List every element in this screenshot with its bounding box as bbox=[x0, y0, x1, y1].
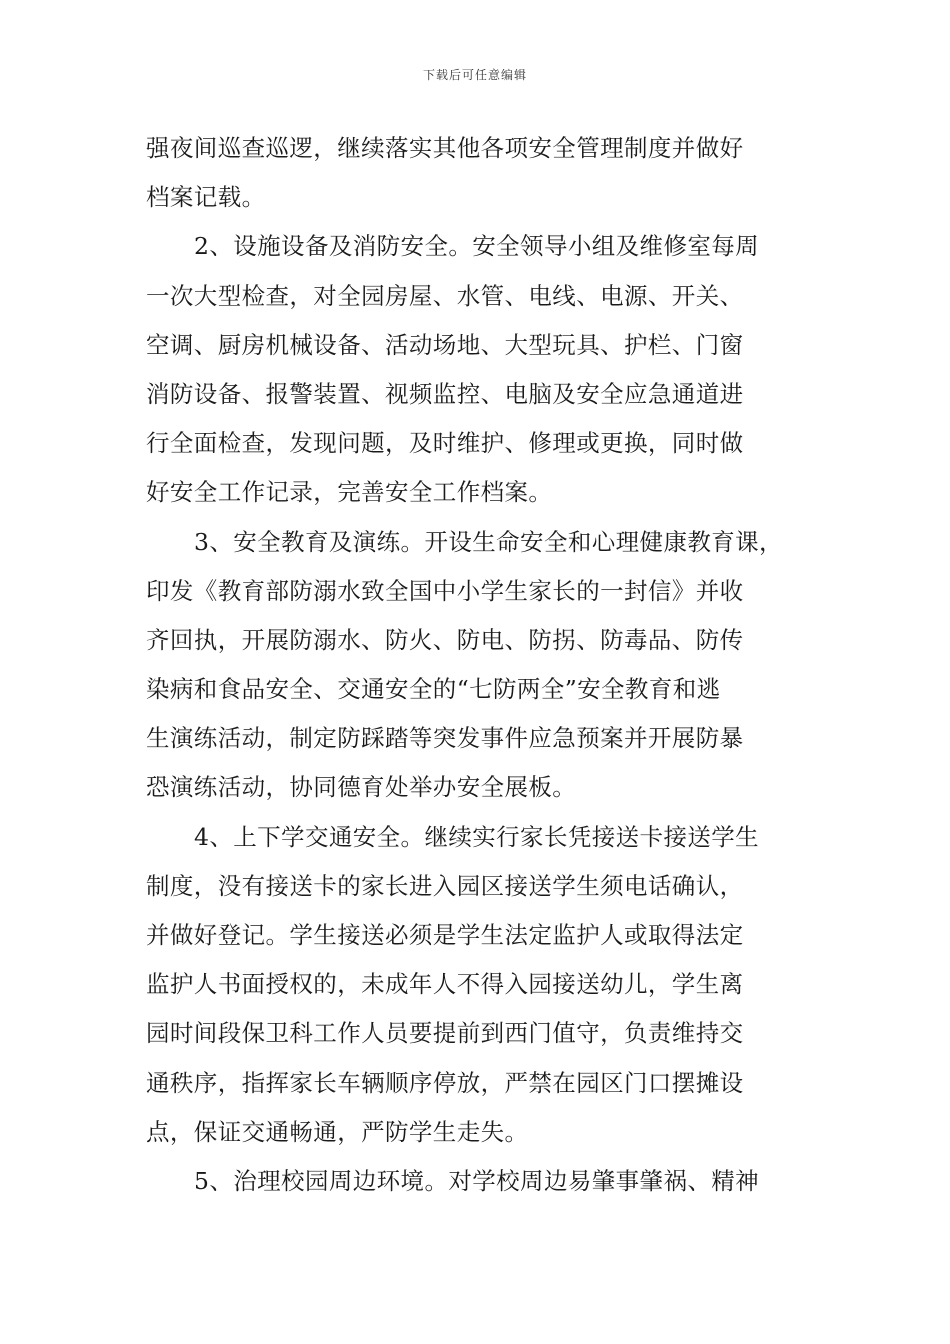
document-body bbox=[146, 124, 811, 1206]
page-header: 下载后可任意编辑 bbox=[422, 68, 527, 82]
text-line: 好安全工作记录，完善安全工作档案。 bbox=[146, 478, 553, 507]
text-line: 通秩序，指挥家长车辆顺序停放，严禁在园区门口摆摊设 bbox=[146, 1068, 744, 1097]
text-line: 一次大型检查，对全园房屋、水管、电线、电源、开关、 bbox=[146, 281, 744, 310]
text-line: 行全面检查，发现问题，及时维护、修理或更换，同时做 bbox=[146, 429, 744, 458]
text-line: 齐回执，开展防溺水、防火、防电、防拐、防毒品、防传 bbox=[146, 625, 744, 654]
text-line: 档案记载。 bbox=[146, 183, 266, 212]
text-line: 监护人书面授权的，未成年人不得入园接送幼儿，学生离 bbox=[146, 970, 744, 999]
text-line: 染病和食品安全、交通安全的“七防两全”安全教育和逃 bbox=[146, 675, 721, 704]
text-line: 制度，没有接送卡的家长进入园区接送学生须电话确认， bbox=[146, 871, 744, 900]
paragraph-start-line: 3、安全教育及演练。开设生命安全和心理健康教育课， bbox=[194, 527, 783, 556]
text-line: 恐演练活动，协同德育处举办安全展板。 bbox=[146, 773, 577, 802]
text-line: 并做好登记。学生接送必须是学生法定监护人或取得法定 bbox=[146, 921, 744, 949]
text-line: 印发《教育部防溺水致全国中小学生家长的一封信》并收 bbox=[146, 576, 744, 605]
text-line: 空调、厨房机械设备、活动场地、大型玩具、护栏、门窗 bbox=[146, 330, 744, 359]
text-line: 消防设备、报警装置、视频监控、电脑及安全应急通道进 bbox=[146, 379, 744, 408]
text-line: 生演练活动，制定防踩踏等突发事件应急预案并开展防暴 bbox=[146, 724, 744, 753]
text-line: 园时间段保卫科工作人员要提前到西门值守，负责维持交 bbox=[146, 1019, 744, 1048]
paragraph-start-line: 4、上下学交通安全。继续实行家长凭接送卡接送学生 bbox=[194, 822, 760, 851]
paragraph-start-line: 2、设施设备及消防安全。安全领导小组及维修室每周 bbox=[194, 232, 760, 261]
text-line: 强夜间巡查巡逻，继续落实其他各项安全管理制度并做好 bbox=[146, 134, 744, 162]
paragraph-start-line: 5、治理校园周边环境。对学校周边易肇事肇祸、精神 bbox=[194, 1166, 760, 1195]
text-line: 点，保证交通畅通，严防学生走失。 bbox=[146, 1117, 529, 1146]
